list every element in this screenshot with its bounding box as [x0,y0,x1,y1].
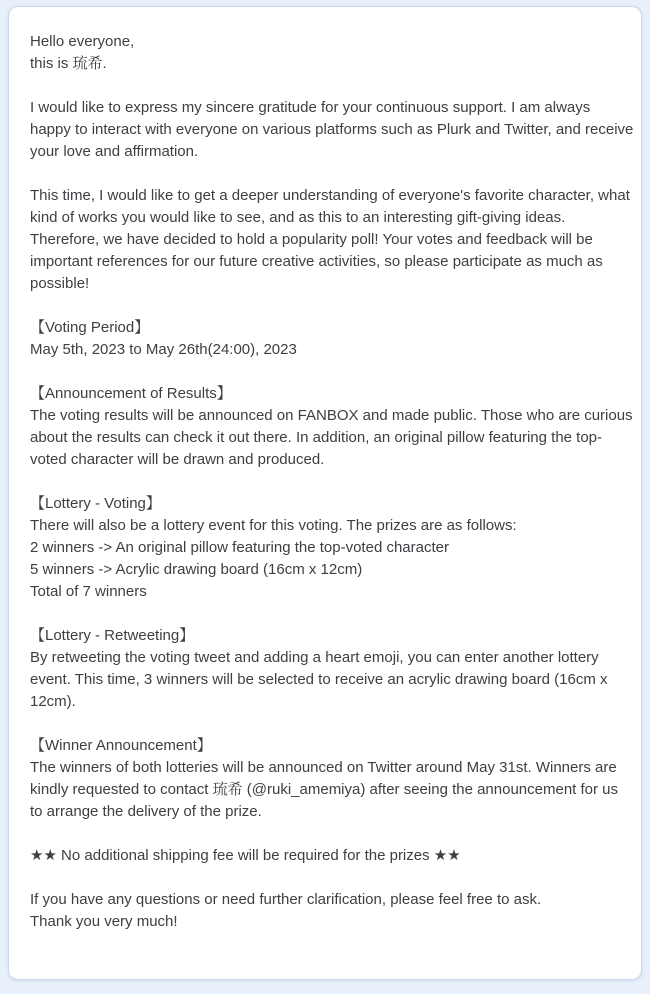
text-line: about the results can check it out there. In addition, an original pillow featuring the top- [30,429,603,446]
text-line: voted character will be drawn and produced. [30,451,325,468]
section-heading: 【Announcement of Results】 [30,385,232,402]
paragraph [30,383,633,471]
text-line: If you have any questions or need further clarification, please feel free to ask. [30,891,542,908]
section-heading: 【Lottery - Voting】 [30,495,161,512]
text-line: possible! [30,275,90,292]
text-line: I would like to express my sincere gratitude for your continuous support. I am always [30,99,591,116]
text-line: happy to interact with everyone on various platforms such as Plurk and Twitter, and receive [30,121,634,138]
text-line: important references for our future creative activities, so please participate as much as [30,253,603,270]
text-line: this is 琉希. [30,55,107,72]
text-line: event. This time, 3 winners will be selected to receive an acrylic drawing board (16cm x [30,671,608,688]
text-line: your love and affirmation. [30,143,199,160]
text-line: kind of works you would like to see, and as this to an interesting gift-giving ideas. [30,209,566,226]
text-line: May 5th, 2023 to May 26th(24:00), 2023 [30,341,297,358]
section-heading: 【Voting Period】 [30,319,150,336]
announcement-body [30,31,634,933]
text-line: There will also be a lottery event for this voting. The prizes are as follows: [30,517,517,534]
paragraph [30,845,621,867]
text-line: Hello everyone, [30,33,135,50]
text-line: kindly requested to contact 琉希 (@ruki_amemiya) after seeing the announcement for us [30,781,619,798]
paragraph [30,31,621,75]
paragraph [30,185,630,295]
announcement-card [8,6,642,980]
text-line: to arrange the delivery of the prize. [30,803,262,820]
paragraph [30,735,621,823]
text-line: Total of 7 winners [30,583,147,600]
text-line: This time, I would like to get a deeper understanding of everyone's favorite character, what [30,187,630,204]
paragraph [30,317,621,361]
section-heading: 【Lottery - Retweeting】 [30,627,195,644]
text-line: The winners of both lotteries will be announced on Twitter around May 31st. Winners are [30,759,617,776]
section-heading: 【Winner Announcement】 [30,737,212,754]
text-line: 2 winners -> An original pillow featuring the top-voted character [30,539,449,556]
paragraph [30,97,634,163]
text-line: 5 winners -> Acrylic drawing board (16cm x 12cm) [30,561,363,578]
paragraph [30,889,621,933]
text-line: The voting results will be announced on FANBOX and made public. Those who are curious [30,407,633,424]
text-line: 12cm). [30,693,76,710]
text-line: ★★ No additional shipping fee will be required for the prizes ★★ [30,847,461,864]
text-line: Therefore, we have decided to hold a popularity poll! Your votes and feedback will be [30,231,593,248]
paragraph [30,625,621,713]
text-line: By retweeting the voting tweet and adding a heart emoji, you can enter another lottery [30,649,599,666]
paragraph [30,493,621,603]
text-line: Thank you very much! [30,913,178,930]
